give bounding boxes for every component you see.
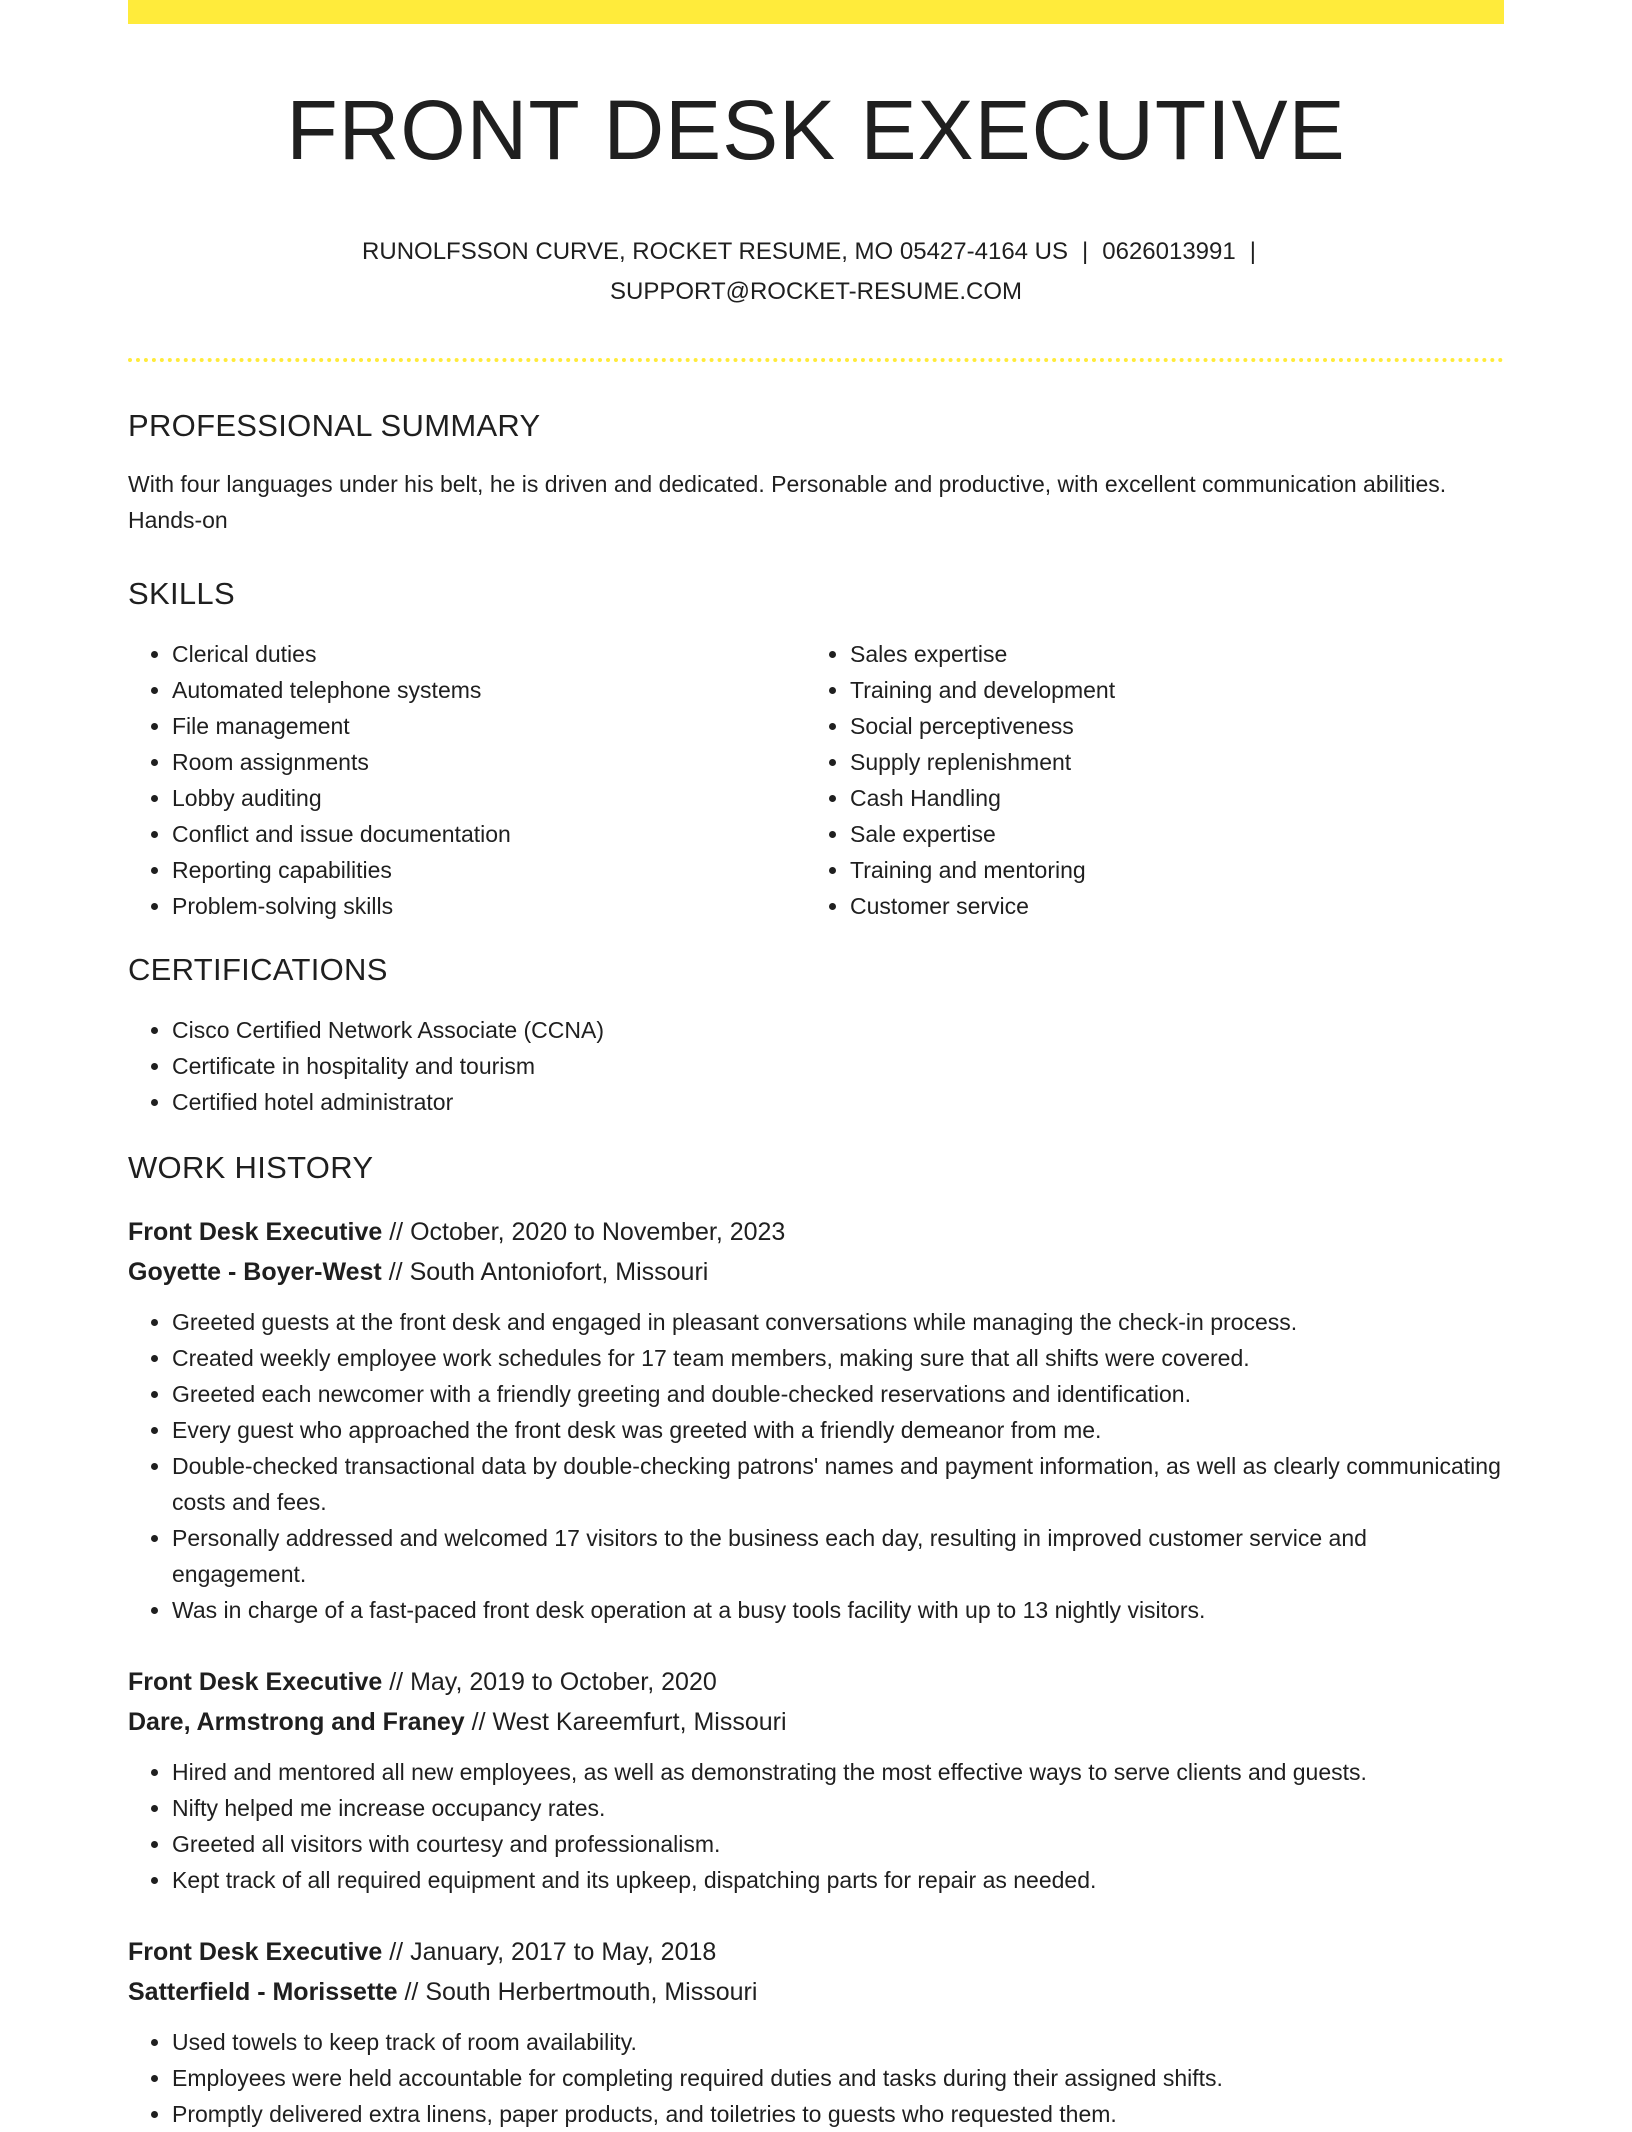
skills-column-left — [128, 636, 806, 924]
skills-list-left — [128, 636, 806, 924]
skill-item: • Sale expertise — [850, 816, 1484, 852]
skill-item: • Clerical duties — [172, 636, 806, 672]
skills-list-right — [806, 636, 1484, 924]
skill-item: • Social perceptiveness — [850, 708, 1484, 744]
job-bullet: • Hired and mentored all new employees, as well as demonstrating the most effective ways to serve clients and guests. — [172, 1754, 1504, 1790]
job-separator: // — [471, 1708, 486, 1737]
job-bullets — [128, 2024, 1504, 2132]
job-bullet: • Created weekly employee work schedules for 17 team members, making sure that all shifts were covered. — [172, 1340, 1504, 1376]
job-location: South Antoniofort, Missouri — [409, 1258, 709, 1287]
certifications-list — [128, 1012, 1504, 1120]
job-entry — [128, 1662, 1504, 1898]
job-company-line — [128, 1972, 1504, 2012]
summary-text: With four languages under his belt, he is driven and dedicated. Personable and productive, with excellent communication abilities. Hands-on — [128, 471, 1447, 534]
skills-heading: SKILLS — [128, 576, 235, 612]
skill-item: • Lobby auditing — [172, 780, 806, 816]
job-dates: October, 2020 to November, 2023 — [410, 1218, 786, 1247]
skill-item: • Cash Handling — [850, 780, 1484, 816]
work-history-heading: WORK HISTORY — [128, 1150, 374, 1186]
job-company-line — [128, 1252, 1504, 1292]
contact-email: SUPPORT@ROCKET-RESUME.COM — [610, 278, 1022, 306]
skill-item: • Customer service — [850, 888, 1484, 924]
certifications-heading: CERTIFICATIONS — [128, 952, 388, 988]
job-entry — [128, 1212, 1504, 1628]
skill-item: • Problem-solving skills — [172, 888, 806, 924]
job-separator: // — [404, 1978, 419, 2007]
skill-item: • File management — [172, 708, 806, 744]
job-role: Front Desk Executive — [128, 1938, 383, 1967]
skill-item: • Training and development — [850, 672, 1484, 708]
job-location: South Herbertmouth, Missouri — [425, 1978, 758, 2007]
skill-item: • Reporting capabilities — [172, 852, 806, 888]
job-title-line — [128, 1212, 1504, 1252]
summary-heading: PROFESSIONAL SUMMARY — [128, 408, 541, 444]
job-company: Goyette - Boyer-West — [128, 1258, 382, 1287]
job-bullet: • Promptly delivered extra linens, paper products, and toiletries to guests who requested them. — [172, 2096, 1504, 2132]
certification-item: • Cisco Certified Network Associate (CCNA) — [172, 1012, 1504, 1048]
skill-item: • Conflict and issue documentation — [172, 816, 806, 852]
certification-item: • Certificate in hospitality and tourism — [172, 1048, 1504, 1084]
job-role: Front Desk Executive — [128, 1218, 383, 1247]
job-bullets — [128, 1754, 1504, 1898]
top-accent-bar — [128, 0, 1504, 24]
contact-info — [128, 232, 1504, 312]
job-bullet: • Double-checked transactional data by double-checking patrons' names and payment information, as well as clearly communicating costs and fees. — [172, 1448, 1504, 1520]
contact-address: RUNOLFSSON CURVE, ROCKET RESUME, MO 05427-4164 US — [362, 238, 1069, 266]
job-bullet: • Used towels to keep track of room availability. — [172, 2024, 1504, 2060]
job-separator: // — [388, 1258, 403, 1287]
resume-name: FRONT DESK EXECUTIVE — [286, 83, 1346, 177]
job-location: West Kareemfurt, Missouri — [492, 1708, 787, 1737]
dotted-divider — [128, 358, 1504, 362]
skill-item: • Training and mentoring — [850, 852, 1484, 888]
skills-column-right — [806, 636, 1484, 924]
resume-page — [128, 0, 1504, 2132]
skill-item: • Sales expertise — [850, 636, 1484, 672]
skills-columns — [128, 636, 1504, 924]
job-bullet: • Nifty helped me increase occupancy rates. — [172, 1790, 1504, 1826]
job-company-line — [128, 1702, 1504, 1742]
contact-separator: | — [1082, 238, 1089, 266]
job-bullet: • Was in charge of a fast-paced front desk operation at a busy tools facility with up to 13 nightly visitors. — [172, 1592, 1504, 1628]
contact-separator: | — [1249, 238, 1256, 266]
job-bullets — [128, 1304, 1504, 1628]
job-separator: // — [389, 1218, 404, 1247]
job-separator: // — [389, 1938, 404, 1967]
job-bullet: • Kept track of all required equipment and its upkeep, dispatching parts for repair as needed. — [172, 1862, 1504, 1898]
contact-phone: 0626013991 — [1102, 238, 1236, 266]
job-bullet: • Greeted guests at the front desk and engaged in pleasant conversations while managing the check-in process. — [172, 1304, 1504, 1340]
job-title-line — [128, 1932, 1504, 1972]
job-bullet: • Every guest who approached the front desk was greeted with a friendly demeanor from me. — [172, 1412, 1504, 1448]
job-separator: // — [389, 1668, 404, 1697]
job-entry — [128, 1932, 1504, 2132]
skill-item: • Room assignments — [172, 744, 806, 780]
job-dates: May, 2019 to October, 2020 — [410, 1668, 717, 1697]
job-bullet: • Employees were held accountable for completing required duties and tasks during their assigned shifts. — [172, 2060, 1504, 2096]
skill-item: • Automated telephone systems — [172, 672, 806, 708]
skill-item: • Supply replenishment — [850, 744, 1484, 780]
certification-item: • Certified hotel administrator — [172, 1084, 1504, 1120]
job-company: Satterfield - Morissette — [128, 1978, 398, 2007]
job-company: Dare, Armstrong and Franey — [128, 1708, 465, 1737]
job-role: Front Desk Executive — [128, 1668, 383, 1697]
job-bullet: • Personally addressed and welcomed 17 visitors to the business each day, resulting in improved customer service and engagement. — [172, 1520, 1504, 1592]
job-title-line — [128, 1662, 1504, 1702]
job-dates: January, 2017 to May, 2018 — [410, 1938, 717, 1967]
job-bullet: • Greeted each newcomer with a friendly greeting and double-checked reservations and identification. — [172, 1376, 1504, 1412]
job-bullet: • Greeted all visitors with courtesy and professionalism. — [172, 1826, 1504, 1862]
